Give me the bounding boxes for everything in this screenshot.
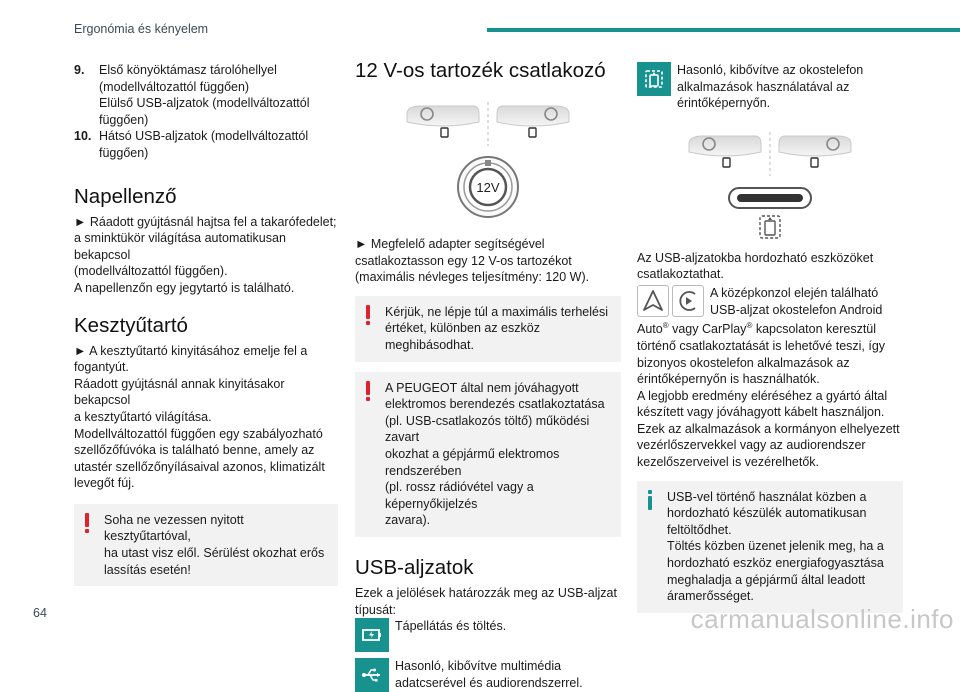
sun-visor-text: ► Ráadott gyújtásnál hajtsa fel a takarófedelet; a sminktükör világítása automatikusan bekapcsol (modellváltozattól függően). A napellenzőn egy jegytartó is található.: [74, 214, 337, 295]
carplay-icon: [672, 285, 704, 317]
registered-mark: ®: [746, 321, 753, 331]
item-number: 10.: [74, 129, 92, 144]
info-text: USB-vel történő használat közben a hordozható készülék automatikusan feltöltődhet. Töltés közben üzenet jelenik meg, ha a hordozható eszköz energiafogyasztása meghaladja a gépjármű által leadott áramerősséget.: [667, 489, 884, 604]
header-accent-bar: [487, 28, 960, 32]
glovebox-warning-box: [74, 504, 338, 586]
warning-icon: [366, 381, 370, 401]
usb-symbol-icon: [355, 658, 389, 692]
usb-type-power-text: Tápellátás és töltés.: [395, 619, 507, 634]
socket-label: 12V: [476, 180, 500, 195]
usb-type-smartphone-text: Hasonló, kibővítve az okostelefon alkalmazások használatával az érintőképernyőn.: [677, 63, 864, 111]
equipment-warning-box: [355, 372, 621, 537]
dashboard-usb-illustration: [637, 130, 903, 178]
warning-icon: [366, 305, 370, 325]
item-text: Első könyöktámasz tárolóhellyel (modellváltozattól függően) Elülső USB-aljzatok (modellváltozattól függően): [99, 63, 310, 127]
usb-charging-info-box: [637, 481, 903, 613]
max-load-warning-box: [355, 296, 621, 362]
usb-type-multimedia-text: Hasonló, kibővítve multimédia adatcserével és audiorendszerrel.: [395, 659, 583, 690]
accessory-socket-text: ► Megfelelő adapter segítségével csatlakoztasson egy 12 V-os tartozékot (maximális névleges teljesítmény: 120 W).: [355, 237, 590, 285]
usb-type-multimedia: [355, 658, 621, 692]
dashboard-usb-location-icon: [685, 130, 855, 178]
list-item: [74, 128, 338, 161]
android-carplay-icons: [637, 285, 707, 317]
usb-c-port-icon: [725, 186, 815, 242]
socket-illustration: [355, 154, 621, 220]
column-1: [74, 62, 338, 586]
android-carplay-rest: kapcsolaton keresztül történő csatlakoztatását is lehetővé teszi, így bizonyos okostelefon alkalmazások az érintőképernyőn is használhatók. A legjobb eredmény eléréséhez a gyártó által készített vagy jóváhagyott kábelt használjon. Ezek az alkalmazások a kormányon elhelyezett vezérlőszervekkel vagy az audiorendszer kezelőszerveivel is vezérelhetők.: [637, 322, 900, 470]
page-number: 64: [33, 606, 47, 620]
carplay-name: vagy CarPlay: [668, 322, 747, 337]
android-carplay-lead: A középkonzol elején található USB-aljzat okostelefon Android: [710, 285, 883, 317]
accessory-socket-heading: 12 V-os tartozék csatlakozó: [355, 59, 606, 82]
smartphone-mirroring-icon: [637, 62, 671, 96]
glovebox-heading: Kesztyűtartó: [74, 313, 188, 337]
item-text: Hátsó USB-aljzatok (modellváltozattól függően): [99, 129, 309, 160]
android-carplay-block: [637, 285, 903, 471]
column-3: [637, 62, 903, 613]
usb-port-illustration: [637, 186, 903, 242]
column-2: [355, 59, 621, 692]
usb-devices-text: Az USB-aljzatokba hordozható eszközöket csatlakoztathat.: [637, 250, 874, 282]
glovebox-text: ► A kesztyűtartó kinyitásához emelje fel a fogantyút. Ráadott gyújtásnál annak kinyitásakor bekapcsol a kesztyűtartó világítása. Modellváltozattól függően egy szabályozható szellőzőfúvóka is található benne, amely az utastér szellőzőnyílásaival azonos, klimatizált levegőt fúj.: [74, 343, 325, 491]
warning-text: Kérjük, ne lépje túl a maximális terhelési értéket, különben az eszköz meghibásodhat.: [385, 304, 609, 352]
info-icon: [648, 490, 652, 510]
battery-charge-icon: [355, 618, 389, 652]
android-carplay-text: [637, 322, 900, 469]
usb-intro: Ezek a jelölések határozzák meg az USB-aljzat típusát:: [355, 585, 617, 617]
dashboard-illustration: [355, 100, 621, 148]
list-item: [74, 62, 338, 128]
12v-socket-icon: [455, 154, 521, 220]
warning-text: Soha ne vezessen nyitott kesztyűtartóval, ha utast visz elől. Sérülést okozhat erős lassítás esetén!: [104, 512, 325, 577]
android-auto-icon: [637, 285, 669, 317]
usb-heading: USB-aljzatok: [355, 555, 474, 579]
item-number: 9.: [74, 63, 85, 77]
usb-type-smartphone: [637, 62, 903, 112]
warning-text: A PEUGEOT által nem jóváhagyott elektromos berendezés csatlakoztatása (pl. USB-csatlakozós töltő) működési zavart okozhat a gépjármű elektromos rendszerében (pl. rossz rádióvétel vagy a képernyőkijelzés zavara).: [385, 380, 605, 528]
sun-visor-heading: Napellenző: [74, 184, 177, 208]
registered-mark: ®: [662, 321, 669, 331]
dashboard-socket-location-icon: [403, 100, 573, 148]
usb-type-power: [355, 618, 621, 652]
watermark: carmanualsonline.info: [690, 604, 954, 634]
android-auto-name: Auto: [637, 322, 663, 337]
warning-icon: [85, 513, 89, 533]
running-header: Ergonómia és kényelem: [74, 22, 209, 36]
